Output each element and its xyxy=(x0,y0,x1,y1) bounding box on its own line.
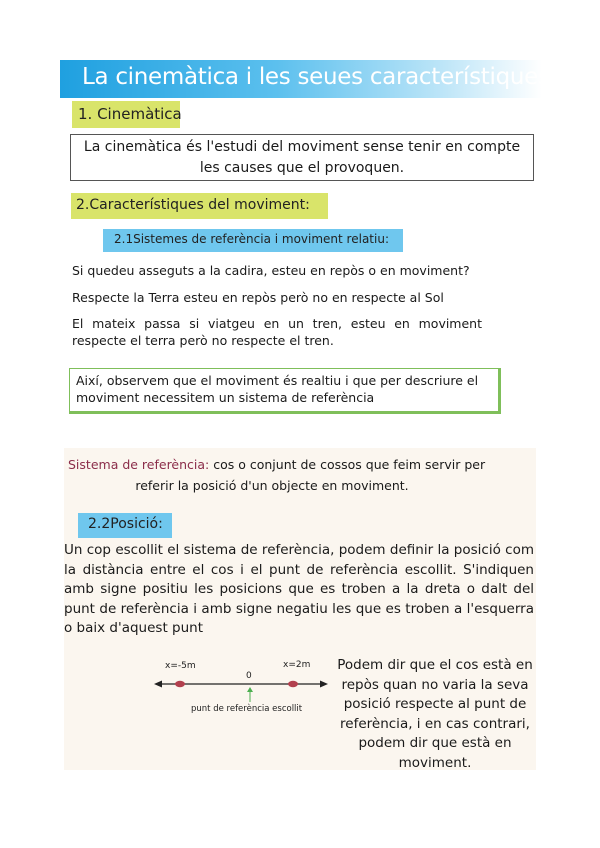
left-arrowhead xyxy=(154,681,162,688)
question-paragraph: Si quedeu asseguts a la cadira, esteu en repòs o en moviment? xyxy=(72,263,470,278)
reference-system-def-line1: cos o conjunt de cossos que feim servir per xyxy=(209,457,486,472)
definition-text: La cinemàtica és l'estudi del moviment sense tenir en compte les causes que el provoquen. xyxy=(83,139,521,176)
reference-system-def-line2: referir la posició d'un objecte en moviment. xyxy=(135,478,409,493)
label-x-minus-5: x=-5m xyxy=(165,661,196,671)
subsection-2-1-heading: 2.1Sistemes de referència i moviment relatiu: xyxy=(114,232,389,246)
subsection-2-2-heading: 2.2Posició: xyxy=(88,516,163,532)
train-paragraph: El mateix passa si viatgeu en un tren, esteu en moviment respecte el terra però no respecte el tren. xyxy=(72,316,482,348)
earth-sun-paragraph: Respecte la Terra esteu en repòs però no en respecte al Sol xyxy=(72,290,444,305)
position-explanation: Un cop escollit el sistema de referència, podem definir la posició com la distància entre el cos i el punt de referència escollit. S'indiquen amb signe positiu les posicions que es troben a la dreta o dalt del punt de referència i amb signe negatiu les que es troben a l'esquerra o baix d'aquest punt xyxy=(64,542,534,636)
reference-system-term: Sistema de referència: xyxy=(68,457,210,472)
reference-arrowhead xyxy=(247,687,253,692)
position-dot-left xyxy=(175,681,185,687)
label-x-2: x=2m xyxy=(283,660,311,670)
label-reference-point: punt de referència escollit xyxy=(191,704,303,714)
label-origin: 0 xyxy=(246,671,252,681)
section2-heading: 2.Característiques del moviment: xyxy=(76,197,310,213)
reference-system-definition xyxy=(68,457,485,472)
section1-heading: 1. Cinemàtica xyxy=(78,105,182,123)
page-title: La cinemàtica i les seues característiques xyxy=(82,64,550,90)
rest-motion-text: Podem dir que el cos està en repòs quan no varia la seva posició respecte al punt de referència, i en cas contrari, podem dir que està en moviment. xyxy=(337,657,533,771)
position-dot-right xyxy=(288,681,298,687)
right-arrowhead xyxy=(320,681,328,688)
conclusion-text: Així, observem que el moviment és realtiu i que per descriure el moviment necessitem un sistema de referència xyxy=(76,373,479,405)
